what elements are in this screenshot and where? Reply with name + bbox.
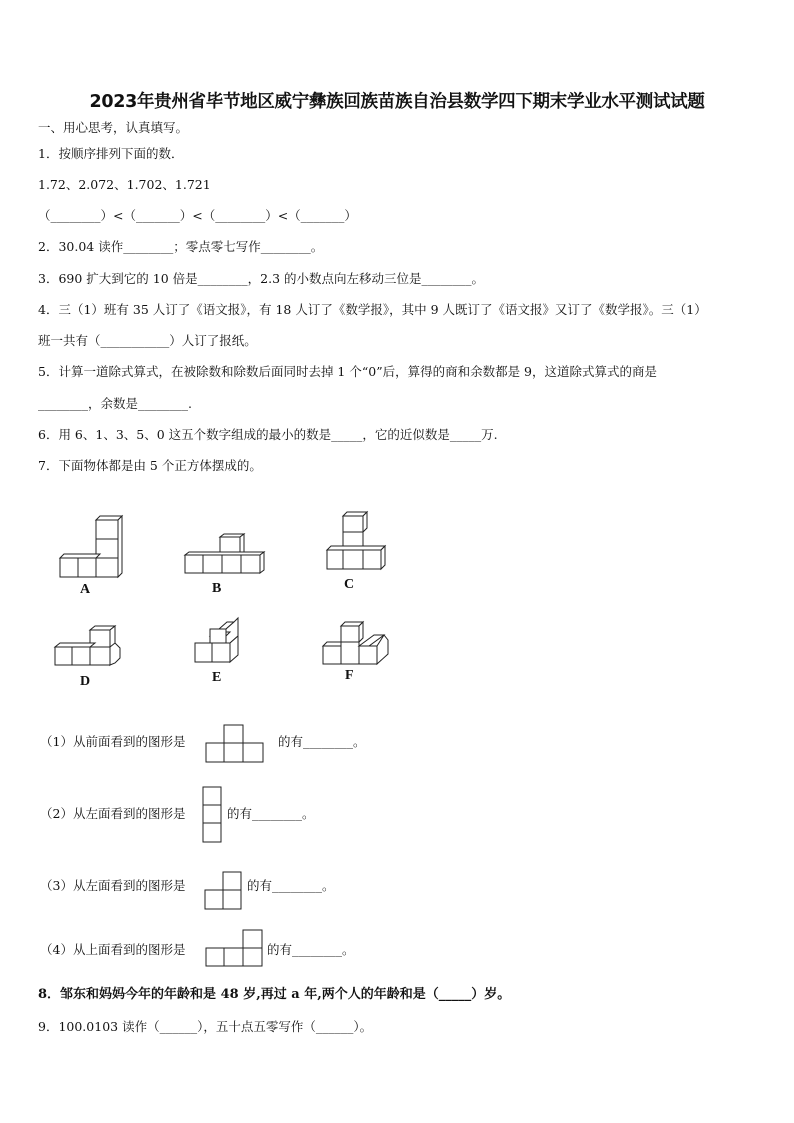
cube-figure-c — [326, 512, 388, 572]
q7-sub1-answer: 的有________。 — [278, 734, 366, 749]
question-1-blanks: （________）<（_______）<（________）<（_______） — [38, 208, 357, 223]
page-title: 2023年贵州省毕节地区威宁彝族回族苗族自治县数学四下期末学业水平测试试题 — [89, 92, 705, 112]
figure-label-a: A — [80, 582, 91, 597]
top-view-shape-4 — [205, 929, 265, 969]
left-view-shape-2 — [202, 786, 226, 844]
question-4-line-1: 4．三（1）班有 35 人订了《语文报》，有 18 人订了《数学报》，其中 9 人既订了《语文报》又订了《数学报》。三（1） — [38, 302, 707, 317]
q7-sub4-answer: 的有________。 — [267, 942, 355, 957]
q7-sub3-answer: 的有________。 — [247, 878, 335, 893]
q7-sub3-prompt: （3）从左面看到的图形是 — [40, 878, 186, 893]
question-8: 8．邹东和妈妈今年的年龄和是 48 岁,再过 a 年,两个人的年龄和是（_____）岁。 — [38, 987, 511, 1002]
question-3: 3．690 扩大到它的 10 倍是________，2.3 的小数点向左移动三位是________。 — [38, 271, 484, 286]
figure-label-e: E — [212, 670, 222, 685]
question-5-line-1: 5．计算一道除式算式，在被除数和除数后面同时去掉 1 个“0”后，算得的商和余数都是 9，这道除式算式的商是 — [38, 364, 658, 379]
question-1: 1．按顺序排列下面的数． — [38, 146, 184, 161]
figure-label-d: D — [80, 674, 91, 689]
question-7: 7．下面物体都是由 5 个正方体摆成的。 — [38, 458, 262, 473]
figure-label-c: C — [344, 577, 355, 592]
figure-label-f: F — [345, 668, 354, 683]
question-9: 9．100.0103 读作（______），五十点五零写作（______）。 — [38, 1019, 373, 1034]
left-view-shape-3 — [204, 871, 244, 911]
question-2: 2．30.04 读作________；零点零七写作________。 — [38, 239, 324, 254]
q7-sub2-prompt: （2）从左面看到的图形是 — [40, 806, 186, 821]
q7-sub1-prompt: （1）从前面看到的图形是 — [40, 734, 186, 749]
cube-figure-e — [194, 618, 244, 668]
question-5-line-2: ________，余数是________. — [38, 396, 192, 411]
question-1-numbers: 1.72、2.072、1.702、1.721 — [38, 177, 211, 192]
section-heading: 一、用心思考，认真填写。 — [38, 120, 189, 135]
question-4-line-2: 班一共有（___________）人订了报纸。 — [38, 333, 257, 348]
front-view-shape-1 — [205, 724, 265, 764]
cube-figure-d — [54, 626, 122, 670]
q7-sub2-answer: 的有________。 — [227, 806, 315, 821]
cube-figure-a — [59, 516, 125, 580]
question-6: 6．用 6、1、3、5、0 这五个数字组成的最小的数是_____，它的近似数是_____万. — [38, 427, 498, 442]
cube-figure-b — [184, 534, 268, 578]
q7-sub4-prompt: （4）从上面看到的图形是 — [40, 942, 186, 957]
figure-label-b: B — [212, 581, 222, 596]
cube-figure-f — [322, 622, 390, 668]
